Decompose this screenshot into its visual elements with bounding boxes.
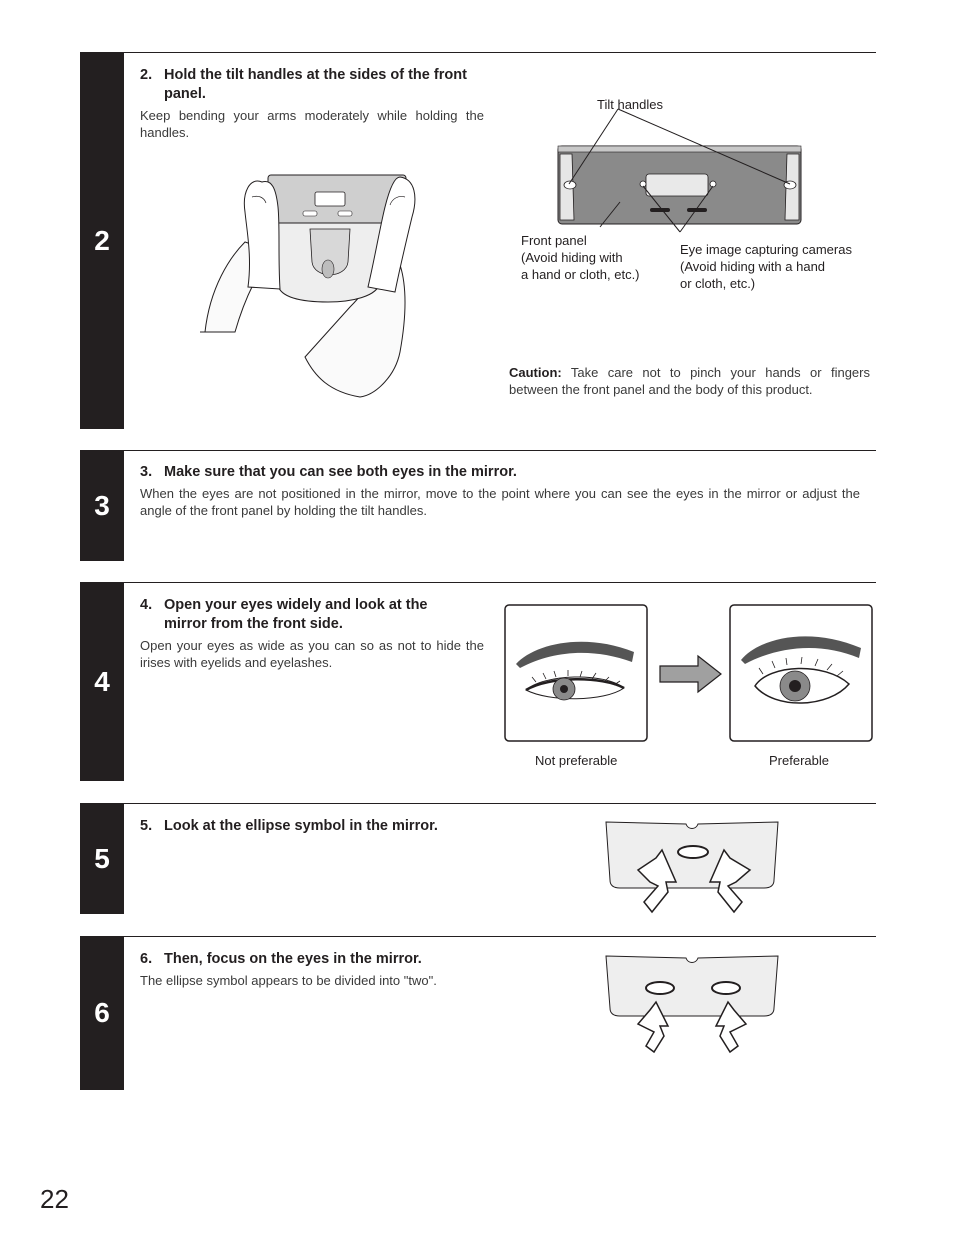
step-title <box>140 950 640 969</box>
step-title-text: Open your eyes widely and look at the mirror from the front side. <box>164 597 428 632</box>
step-tab: 2 <box>80 52 124 429</box>
step-tab: 6 <box>80 936 124 1090</box>
caution-label: Caution: <box>509 365 562 380</box>
cameras-callout-line: Eye image capturing cameras <box>680 242 852 257</box>
preferable-caption: Preferable <box>769 753 829 768</box>
step-title-text: Hold the tilt handles at the sides of the front panel. <box>164 67 467 102</box>
step-title-text: Look at the ellipse symbol in the mirror. <box>164 818 438 834</box>
section-rule <box>80 582 876 583</box>
front-panel-callout <box>521 232 640 283</box>
front-panel-callout-line: Front panel <box>521 233 587 248</box>
mirror-single-ellipse-illustration <box>604 820 780 916</box>
section-rule <box>80 936 876 937</box>
step-tab: 5 <box>80 803 124 914</box>
tilt-handles-callout: Tilt handles <box>597 97 663 112</box>
step-title <box>140 596 470 633</box>
cameras-callout <box>680 241 852 292</box>
preferable-eye-illustration <box>729 604 873 742</box>
step-title <box>140 817 640 836</box>
step-body: Keep bending your arms moderately while holding the handles. <box>140 108 484 140</box>
step-title <box>140 463 840 482</box>
section-rule <box>80 450 876 451</box>
section-rule <box>80 803 876 804</box>
right-arrow-icon <box>658 654 724 694</box>
step-body: Open your eyes as wide as you can so as not to hide the irises with eyelids and eyelashes. <box>140 638 484 670</box>
step-tab: 3 <box>80 450 124 561</box>
cameras-callout-line: (Avoid hiding with a hand <box>680 259 826 274</box>
step-title <box>140 66 490 103</box>
caution-text: Take care not to pinch your hands or fingers between the front panel and the body of this product. <box>509 365 870 397</box>
front-panel-callout-line: a hand or cloth, etc.) <box>521 267 640 282</box>
step-3-section <box>80 450 876 561</box>
step-number: 3. <box>140 464 153 480</box>
front-panel-callout-line: (Avoid hiding with <box>521 250 623 265</box>
not-preferable-caption: Not preferable <box>535 753 618 768</box>
section-rule <box>80 52 876 53</box>
step-tab: 4 <box>80 582 124 781</box>
step-title-text: Make sure that you can see both eyes in the mirror. <box>164 464 517 480</box>
cameras-callout-line: or cloth, etc.) <box>680 276 756 291</box>
step-6-section <box>80 936 876 1090</box>
caution-note <box>509 364 870 398</box>
step-number: 5. <box>140 818 153 834</box>
step-title-text: Then, focus on the eyes in the mirror. <box>164 951 422 967</box>
step-number: 2. <box>140 67 153 83</box>
step-2-section <box>80 52 876 429</box>
step-number: 6. <box>140 951 153 967</box>
step-body: The ellipse symbol appears to be divided into "two". <box>140 973 437 988</box>
step-5-section <box>80 803 876 914</box>
front-panel-device-illustration <box>550 102 810 232</box>
step-number: 4. <box>140 597 153 613</box>
not-preferable-eye-illustration <box>504 604 648 742</box>
mirror-two-ellipses-illustration <box>604 954 780 1054</box>
step-4-section <box>80 582 876 781</box>
page-number: 22 <box>40 1184 69 1214</box>
step-body: When the eyes are not positioned in the mirror, move to the point where you can see the eyes in the mirror or adjust the angle of the front panel by holding the tilt handles. <box>140 486 860 518</box>
hands-holding-panel-illustration <box>200 167 435 402</box>
